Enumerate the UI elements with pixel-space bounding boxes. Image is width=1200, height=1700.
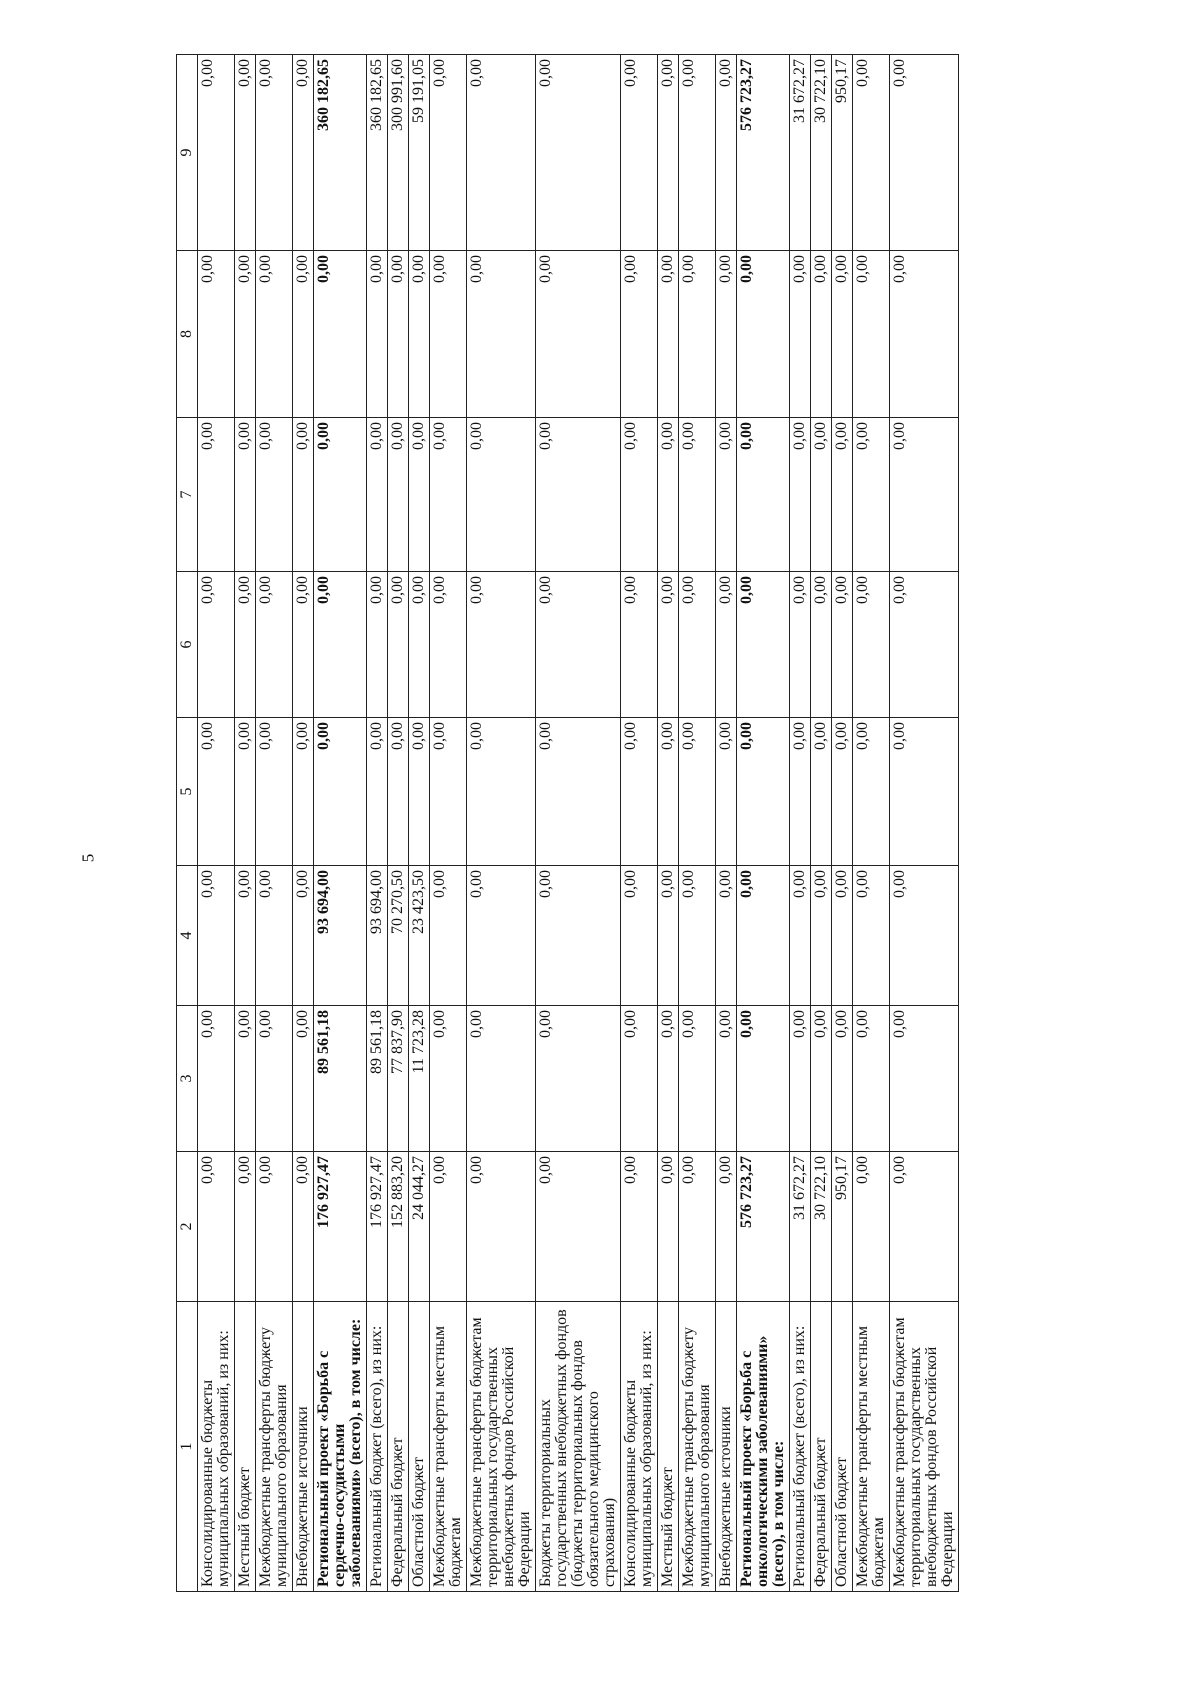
- table-cell: 0,00: [811, 572, 832, 718]
- table-cell: 0,00: [293, 418, 314, 572]
- table-cell: 0,00: [832, 418, 853, 572]
- table-cell: 0,00: [314, 718, 367, 866]
- column-header: 8: [177, 251, 198, 418]
- table-cell: 0,00: [536, 55, 621, 251]
- table-cell: 23 423,50: [409, 866, 430, 1006]
- table-cell: 0,00: [890, 251, 959, 418]
- table-row: [679, 55, 716, 1592]
- table-cell: 0,00: [293, 866, 314, 1006]
- table-body: [198, 55, 959, 1592]
- column-header: 6: [177, 572, 198, 718]
- table-row: [409, 55, 430, 1592]
- table-cell: 0,00: [314, 418, 367, 572]
- row-label: Межбюджетные трансферты местным бюджетам: [853, 1302, 890, 1592]
- table-cell: 0,00: [536, 718, 621, 866]
- table-cell: 0,00: [621, 1152, 658, 1302]
- table-cell: 93 694,00: [314, 866, 367, 1006]
- table-cell: 0,00: [679, 1006, 716, 1152]
- table-cell: 0,00: [890, 418, 959, 572]
- table-cell: 30 722,10: [811, 1152, 832, 1302]
- table-cell: 576 723,27: [737, 55, 790, 251]
- table-cell: 0,00: [621, 418, 658, 572]
- table-cell: 0,00: [293, 1006, 314, 1152]
- table-cell: 0,00: [621, 55, 658, 251]
- table-cell: 0,00: [890, 718, 959, 866]
- table-cell: 576 723,27: [737, 1152, 790, 1302]
- table-cell: 0,00: [658, 418, 679, 572]
- table-cell: 0,00: [679, 1152, 716, 1302]
- table-cell: 0,00: [790, 572, 811, 718]
- table-cell: 70 270,50: [388, 866, 409, 1006]
- table-row: [832, 55, 853, 1592]
- table-row: [198, 55, 235, 1592]
- table-cell: 0,00: [235, 418, 256, 572]
- row-label: Консолидированные бюджеты муниципальных образований, из них:: [198, 1302, 235, 1592]
- row-label: Региональный проект «Борьба с онкологическими заболеваниями» (всего), в том числе:: [737, 1302, 790, 1592]
- table-cell: 0,00: [536, 418, 621, 572]
- table-cell: 0,00: [790, 1006, 811, 1152]
- table-cell: 0,00: [679, 55, 716, 251]
- table-cell: 0,00: [235, 55, 256, 251]
- table-cell: 0,00: [737, 572, 790, 718]
- table-cell: 0,00: [430, 1152, 467, 1302]
- table-cell: 0,00: [430, 418, 467, 572]
- table-row: [430, 55, 467, 1592]
- table-cell: 0,00: [716, 418, 737, 572]
- table-cell: 0,00: [198, 1006, 235, 1152]
- table-cell: 0,00: [679, 251, 716, 418]
- table-cell: 30 722,10: [811, 55, 832, 251]
- table-row: [314, 55, 367, 1592]
- table-row: [853, 55, 890, 1592]
- table-cell: 0,00: [790, 866, 811, 1006]
- table-cell: 0,00: [198, 572, 235, 718]
- table-cell: 0,00: [890, 55, 959, 251]
- row-label: Областной бюджет: [409, 1302, 430, 1592]
- table-cell: 0,00: [853, 418, 890, 572]
- table-cell: 0,00: [737, 718, 790, 866]
- table-cell: 0,00: [430, 1006, 467, 1152]
- page-number: 5: [78, 853, 98, 863]
- table-cell: 0,00: [198, 55, 235, 251]
- row-label: Межбюджетные трансферты местным бюджетам: [430, 1302, 467, 1592]
- table-cell: 0,00: [198, 251, 235, 418]
- table-cell: 0,00: [430, 572, 467, 718]
- table-cell: 0,00: [235, 1006, 256, 1152]
- table-row: [890, 55, 959, 1592]
- row-label: Внебюджетные источники: [716, 1302, 737, 1592]
- table-cell: 89 561,18: [367, 1006, 388, 1152]
- table-cell: 0,00: [737, 418, 790, 572]
- table-cell: 0,00: [658, 1152, 679, 1302]
- table-cell: 0,00: [716, 251, 737, 418]
- table-cell: 152 883,20: [388, 1152, 409, 1302]
- table-cell: 0,00: [467, 1152, 536, 1302]
- row-label: Консолидированные бюджеты муниципальных образований, из них:: [621, 1302, 658, 1592]
- table-cell: 0,00: [811, 718, 832, 866]
- table-cell: 0,00: [853, 572, 890, 718]
- row-label: Региональный бюджет (всего), из них:: [790, 1302, 811, 1592]
- table-cell: 176 927,47: [314, 1152, 367, 1302]
- table-cell: 0,00: [367, 251, 388, 418]
- table-cell: 0,00: [256, 55, 293, 251]
- table-cell: 0,00: [737, 251, 790, 418]
- table-cell: 0,00: [293, 1152, 314, 1302]
- table-cell: 24 044,27: [409, 1152, 430, 1302]
- table-cell: 0,00: [679, 572, 716, 718]
- table-cell: 0,00: [256, 251, 293, 418]
- table-cell: 89 561,18: [314, 1006, 367, 1152]
- table-cell: 0,00: [256, 1152, 293, 1302]
- column-header: 2: [177, 1152, 198, 1302]
- table-cell: 0,00: [235, 572, 256, 718]
- table-cell: 0,00: [658, 866, 679, 1006]
- table-cell: 950,17: [832, 1152, 853, 1302]
- table-cell: 0,00: [679, 866, 716, 1006]
- table-cell: 0,00: [716, 572, 737, 718]
- table-cell: 31 672,27: [790, 55, 811, 251]
- column-header: 7: [177, 418, 198, 572]
- table-cell: 0,00: [430, 866, 467, 1006]
- table-cell: 0,00: [832, 251, 853, 418]
- table-cell: 0,00: [388, 418, 409, 572]
- table-cell: 0,00: [832, 1006, 853, 1152]
- table-row: [256, 55, 293, 1592]
- table-cell: 0,00: [467, 251, 536, 418]
- table-cell: 0,00: [536, 572, 621, 718]
- row-label: Межбюджетные трансферты бюджетам территориальных государственных внебюджетных фондов Российской Федерации: [467, 1302, 536, 1592]
- budget-table: [176, 54, 959, 1592]
- table-cell: 0,00: [658, 572, 679, 718]
- column-header: 3: [177, 1006, 198, 1152]
- table-cell: 0,00: [716, 55, 737, 251]
- table-cell: 0,00: [198, 866, 235, 1006]
- table-row: [716, 55, 737, 1592]
- row-label: Межбюджетные трансферты бюджетам территориальных государственных внебюджетных фондов Российской Федерации: [890, 1302, 959, 1592]
- column-header: 4: [177, 866, 198, 1006]
- table-cell: 0,00: [256, 418, 293, 572]
- table-cell: 77 837,90: [388, 1006, 409, 1152]
- table-cell: 0,00: [536, 1006, 621, 1152]
- table-cell: 360 182,65: [314, 55, 367, 251]
- table-cell: 0,00: [853, 55, 890, 251]
- table-cell: 0,00: [256, 866, 293, 1006]
- row-label: Федеральный бюджет: [811, 1302, 832, 1592]
- table-cell: 0,00: [658, 55, 679, 251]
- table-cell: 0,00: [467, 718, 536, 866]
- table-cell: 300 991,60: [388, 55, 409, 251]
- table-cell: 0,00: [256, 572, 293, 718]
- table-row: [790, 55, 811, 1592]
- table-cell: 0,00: [536, 1152, 621, 1302]
- table-cell: 0,00: [198, 1152, 235, 1302]
- table-cell: 0,00: [235, 718, 256, 866]
- table-cell: 0,00: [409, 418, 430, 572]
- row-label: Областной бюджет: [832, 1302, 853, 1592]
- table-cell: 0,00: [409, 572, 430, 718]
- table-cell: 0,00: [658, 1006, 679, 1152]
- table-row: [737, 55, 790, 1592]
- table-cell: 0,00: [890, 572, 959, 718]
- table-header-row: [177, 55, 198, 1592]
- column-header: 5: [177, 718, 198, 866]
- table-cell: 0,00: [256, 718, 293, 866]
- table-cell: 0,00: [235, 1152, 256, 1302]
- row-label: Межбюджетные трансферты бюджету муниципального образования: [679, 1302, 716, 1592]
- table-cell: 0,00: [388, 718, 409, 866]
- table-cell: 0,00: [716, 1006, 737, 1152]
- table-cell: 0,00: [853, 1152, 890, 1302]
- table-row: [367, 55, 388, 1592]
- table-cell: 0,00: [621, 1006, 658, 1152]
- table-cell: 0,00: [367, 718, 388, 866]
- table-cell: 0,00: [409, 718, 430, 866]
- table-cell: 0,00: [811, 251, 832, 418]
- table-cell: 59 191,05: [409, 55, 430, 251]
- table-cell: 0,00: [293, 572, 314, 718]
- table-cell: 0,00: [388, 572, 409, 718]
- table-row: [621, 55, 658, 1592]
- column-header: 9: [177, 55, 198, 251]
- table-cell: 0,00: [890, 866, 959, 1006]
- table-row: [293, 55, 314, 1592]
- table-cell: 11 723,28: [409, 1006, 430, 1152]
- table-cell: 0,00: [716, 1152, 737, 1302]
- table-cell: 0,00: [430, 55, 467, 251]
- table-row: [467, 55, 536, 1592]
- table-cell: 0,00: [737, 1006, 790, 1152]
- table-cell: 0,00: [790, 718, 811, 866]
- table-cell: 0,00: [256, 1006, 293, 1152]
- table-cell: 0,00: [853, 718, 890, 866]
- table-cell: 0,00: [853, 251, 890, 418]
- table-row: [388, 55, 409, 1592]
- table-cell: 0,00: [832, 718, 853, 866]
- table-cell: 0,00: [716, 718, 737, 866]
- table-cell: 0,00: [467, 1006, 536, 1152]
- table-cell: 0,00: [811, 418, 832, 572]
- table-cell: 0,00: [467, 55, 536, 251]
- table-cell: 0,00: [198, 418, 235, 572]
- table-cell: 0,00: [790, 418, 811, 572]
- row-label: Внебюджетные источники: [293, 1302, 314, 1592]
- table-cell: 0,00: [811, 1006, 832, 1152]
- row-label: Местный бюджет: [658, 1302, 679, 1592]
- row-label: Федеральный бюджет: [388, 1302, 409, 1592]
- table-cell: 0,00: [367, 418, 388, 572]
- table-row: [235, 55, 256, 1592]
- table-cell: 0,00: [853, 866, 890, 1006]
- table-cell: 0,00: [388, 251, 409, 418]
- table-cell: 0,00: [679, 718, 716, 866]
- table-cell: 0,00: [430, 251, 467, 418]
- table-cell: 0,00: [536, 251, 621, 418]
- table-cell: 0,00: [293, 251, 314, 418]
- table-row: [658, 55, 679, 1592]
- row-label: Региональный проект «Борьба с сердечно-сосудистыми заболеваниями» (всего), в том числе:: [314, 1302, 367, 1592]
- table-cell: 0,00: [716, 866, 737, 1006]
- column-header: 1: [177, 1302, 198, 1592]
- table-cell: 360 182,65: [367, 55, 388, 251]
- table-cell: 0,00: [890, 1152, 959, 1302]
- table-cell: 0,00: [467, 418, 536, 572]
- table-cell: 0,00: [658, 251, 679, 418]
- table-cell: 93 694,00: [367, 866, 388, 1006]
- table-cell: 0,00: [536, 866, 621, 1006]
- table-cell: 0,00: [737, 866, 790, 1006]
- table-cell: 0,00: [293, 55, 314, 251]
- table-cell: 176 927,47: [367, 1152, 388, 1302]
- table-cell: 0,00: [367, 572, 388, 718]
- table-cell: 0,00: [621, 718, 658, 866]
- table-cell: 0,00: [853, 1006, 890, 1152]
- table-cell: 0,00: [198, 718, 235, 866]
- table-cell: 31 672,27: [790, 1152, 811, 1302]
- table-cell: 0,00: [314, 572, 367, 718]
- table-cell: 0,00: [811, 866, 832, 1006]
- table-cell: 0,00: [409, 251, 430, 418]
- table-cell: 0,00: [467, 572, 536, 718]
- table-row: [811, 55, 832, 1592]
- table-cell: 0,00: [890, 1006, 959, 1152]
- row-label: Региональный бюджет (всего), из них:: [367, 1302, 388, 1592]
- row-label: Местный бюджет: [235, 1302, 256, 1592]
- table-cell: 0,00: [832, 866, 853, 1006]
- table-cell: 0,00: [790, 251, 811, 418]
- table-row: [536, 55, 621, 1592]
- table-cell: 0,00: [621, 572, 658, 718]
- table-cell: 0,00: [621, 251, 658, 418]
- row-label: Межбюджетные трансферты бюджету муниципального образования: [256, 1302, 293, 1592]
- table-cell: 0,00: [679, 418, 716, 572]
- table-cell: 0,00: [658, 718, 679, 866]
- table-cell: 0,00: [467, 866, 536, 1006]
- table-cell: 0,00: [430, 718, 467, 866]
- table-cell: 0,00: [235, 251, 256, 418]
- table-cell: 0,00: [832, 572, 853, 718]
- table-cell: 0,00: [235, 866, 256, 1006]
- table-cell: 950,17: [832, 55, 853, 251]
- table-cell: 0,00: [293, 718, 314, 866]
- row-label: Бюджеты территориальных государственных внебюджетных фондов (бюджеты территориальных фондов обязательного медицинского страхования): [536, 1302, 621, 1592]
- table-cell: 0,00: [314, 251, 367, 418]
- table-cell: 0,00: [621, 866, 658, 1006]
